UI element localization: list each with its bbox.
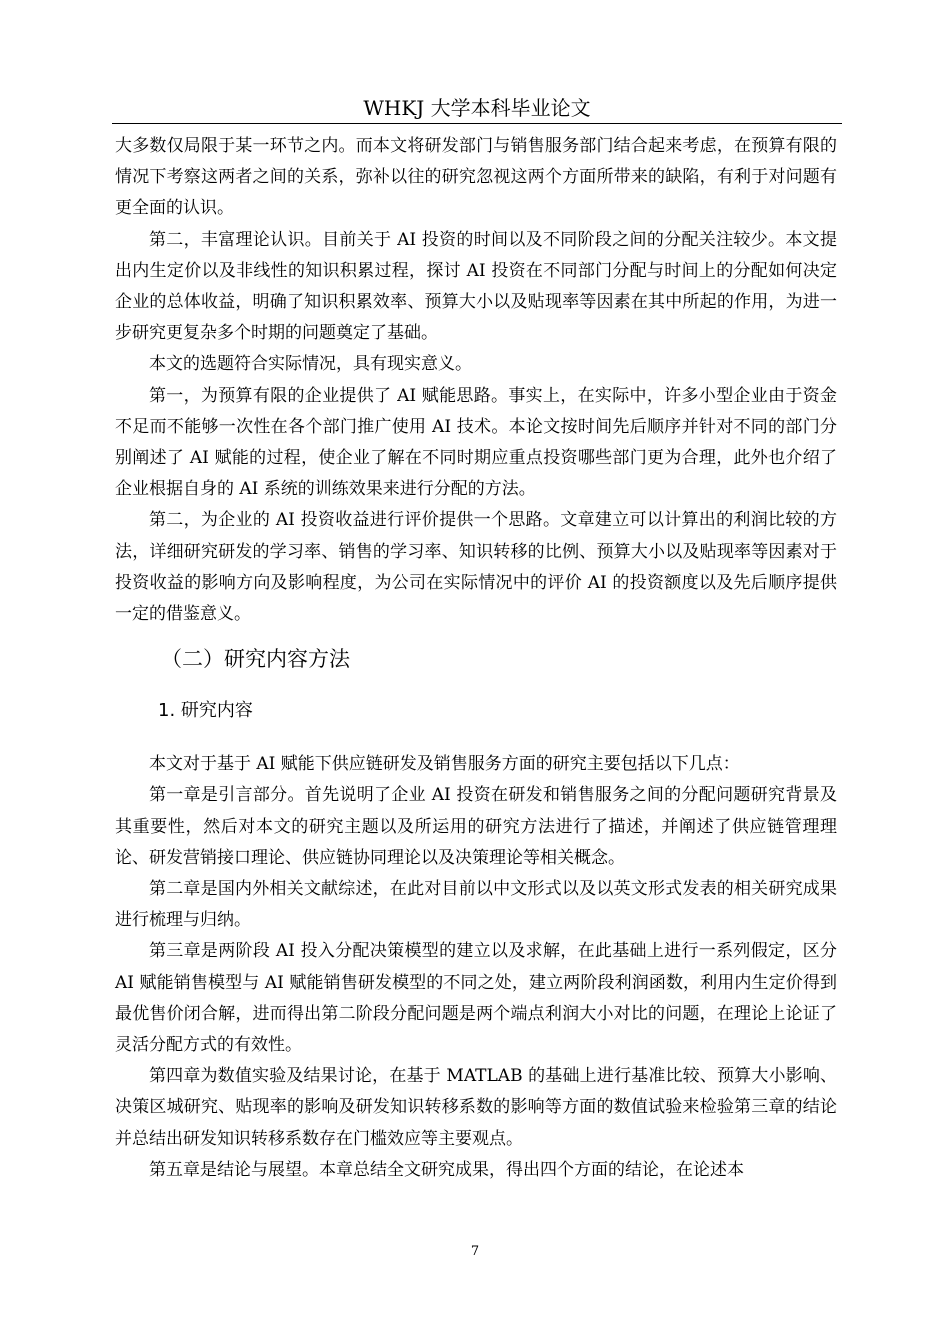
- paragraph: 大多数仅局限于某一环节之内。而本文将研发部门与销售服务部门结合起来考虑，在预算有限的情况下考察这两者之间的关系，弥补以往的研究忽视这两个方面所带来的缺陷，有利于对问题有更全面的认识。: [115, 136, 837, 219]
- page-number: 7: [470, 1244, 480, 1259]
- subsection-heading: 1. 研究内容: [158, 700, 253, 722]
- paragraph: 本文的选题符合实际情况，具有现实意义。: [149, 354, 472, 375]
- paragraph: 第二章是国内外相关文献综述，在此对目前以中文形式以及以英文形式发表的相关研究成果进行梳理与归纳。: [115, 879, 837, 931]
- paragraph: 第四章为数值实验及结果讨论，在基于 MATLAB 的基础上进行基准比较、预算大小影响、决策区城研究、贴现率的影响及研发知识转移系数的影响等方面的数值试验来检验第三章的结论并总结出研发知识转移系数存在门槛效应等主要观点。: [115, 1066, 837, 1149]
- paragraph: 第五章是结论与展望。本章总结全文研究成果，得出四个方面的结论，在论述本: [149, 1159, 744, 1180]
- paragraph: 第二，为企业的 AI 投资收益进行评价提供一个思路。文章建立可以计算出的利润比较的方法，详细研究研发的学习率、销售的学习率、知识转移的比例、预算大小以及贴现率等因素对于投资收益的影响方向及影响程度，为公司在实际情况中的评价 AI 的投资额度以及先后顺序提供一定的借鉴意义。: [115, 510, 837, 625]
- paragraph: 第三章是两阶段 AI 投入分配决策模型的建立以及求解，在此基础上进行一系列假定，区分 AI 赋能销售模型与 AI 赋能销售研发模型的不同之处，建立两阶段利润函数，利用内生定价得到最优售价闭合解，进而得出第二阶段分配问题是两个端点利润大小对比的问题，在理论上论证了灵活分配方式的有效性。: [115, 941, 837, 1056]
- paragraph: 本文对于基于 AI 赋能下供应链研发及销售服务方面的研究主要包括以下几点：: [149, 754, 740, 775]
- section-heading: （二）研究内容方法: [161, 647, 350, 672]
- page-header: WHKJ 大学本科毕业论文: [363, 96, 591, 120]
- paragraph: 第一，为预算有限的企业提供了 AI 赋能思路。事实上，在实际中，许多小型企业由于资金不足而不能够一次性在各个部门推广使用 AI 技术。本论文按时间先后顺序并针对不同的部门分别阐述了 AI 赋能的过程，使企业了解在不同时期应重点投资哪些部门更为合理，此外也介绍了企业根据自身的 AI 系统的训练效果来进行分配的方法。: [115, 385, 837, 500]
- paragraph: 第二，丰富理论认识。目前关于 AI 投资的时间以及不同阶段之间的分配关注较少。本文提出内生定价以及非线性的知识积累过程，探讨 AI 投资在不同部门分配与时间上的分配如何决定企业的总体收益，明确了知识积累效率、预算大小以及贴现率等因素在其中所起的作用，为进一步研究更复杂多个时期的问题奠定了基础。: [115, 229, 837, 344]
- header-rule: [112, 123, 842, 124]
- paragraph: 第一章是引言部分。首先说明了企业 AI 投资在研发和销售服务之间的分配问题研究背景及其重要性，然后对本文的研究主题以及所运用的研究方法进行了描述，并阐述了供应链管理理论、研发营销接口理论、供应链协同理论以及决策理论等相关概念。: [115, 785, 837, 868]
- page-body: [115, 131, 837, 1186]
